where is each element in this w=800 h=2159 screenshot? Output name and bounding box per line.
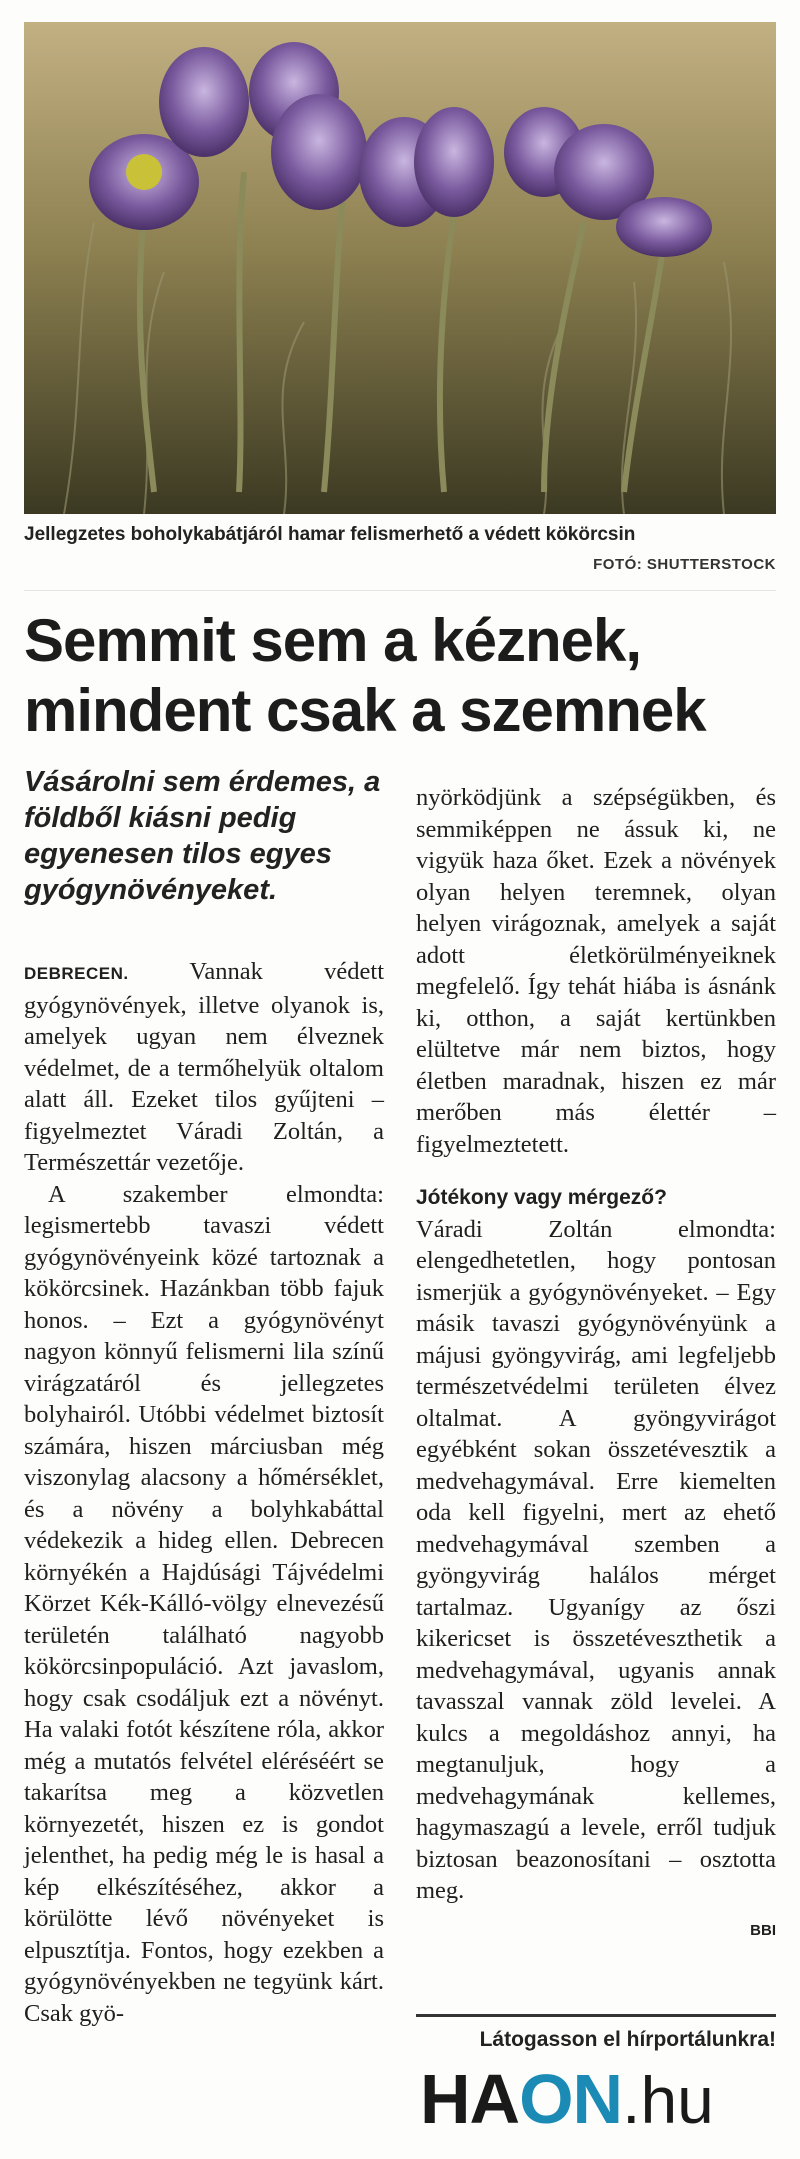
pasque-flower-illustration [24, 22, 776, 514]
logo-part: ON [519, 2060, 623, 2138]
article-paragraph: A szakember elmondta: legismertebb tavaszi védett gyógynövényeink közé tartoznak a kökörcsinek. Hazánkban több fajuk honos. – Ezt a gyógynövényt nagyon könnyű felismerni lila színű virágzatáról és jellegzetes bolyhairól. Utóbbi védelmet biztosít számára, hiszen márciusban még viszonylag alacsony a hőmérséklet, és a növény a bolyhkabáttal védekezik a hideg ellen. Debrecen környékén a Hajdúsági Tájvédelmi Körzet Kék-Kálló-völgy elnevezésű területén található nagyobb kökörcsinpopuláció. Azt javaslom, hogy csak csodáljuk ezt a növényt. Ha valaki fotót készítene róla, akkor még a mutatós felvétel eléréséért se takarítsa meg a közvetlen környezetét, hiszen ez is gondot jelenthet, ha pedig még le is hasal a kép elkészítéséhez, akkor a körülötte lévő növényeket is elpusztítja. Fontos, hogy ezekben a gyógynövényekben ne tegyünk kárt. Csak gyö- [24, 1180, 384, 2027]
article-dateline: DEBRECEN. [24, 964, 129, 983]
article-column-left [24, 956, 384, 2029]
logo-part: HA [420, 2060, 520, 2138]
promo-divider [416, 2014, 776, 2017]
article-paragraph: Váradi Zoltán elmondta: elengedhetetlen, hogy pontosan ismerjük a gyógynövényeket. – Egy másik tavaszi gyógynövényünk a májusi gyöngyvirág, ami legfeljebb természetvédelmi területen élvez oltalmat. A gyöngyvirágot egyébként sokan összetévesztik a medvehagymával. Erre kiemelten oda kell figyelni, mert az ehető medvehagymával szemben a gyöngyvirág halálos mérget tartalmaz. Ugyanígy az őszi kikericset is összetéveszthetik a medvehagymával, ugyanis annak tavasszal vannak zöld levelei. A kulcs a megoldáshoz annyi, ha megtanuljuk, hogy a medvehagymának kellemes, hagymaszagú a levele, erről tudjuk biztosan beazonosítani – osztotta meg. [416, 1215, 776, 1904]
logo-part: .hu [622, 2063, 714, 2137]
article-lead: Vásárolni sem érdemes, a földből kiásni pedig egyenesen tilos egyes gyógynövényeket. [24, 766, 381, 906]
article-paragraph: nyörködjünk a szépségükben, és semmiképpen ne ássuk ki, ne vigyük haza őket. Ezek a növények olyan helyen teremnek, olyan helyen virágoznak, amelyek a saját adott életkörülményeiknek megfelelő. Így tehát hiába is ásnánk ki, otthon, a saját kertünkben elültetve már nem biztos, hogy életben maradnak, hiszen ez már merőben más élettér – figyelmeztetett. [416, 784, 776, 1158]
divider [24, 590, 776, 591]
pasque-flower-photo [24, 22, 776, 514]
author-signature: BBI [750, 1921, 776, 1939]
article-paragraph: Vannak védett gyógynövények, illetve olyanok is, amelyek ugyan nem élveznek védelmet, de a termőhelyük oltalom alatt áll. Ezeket tilos gyűjteni – figyelmeztet Váradi Zoltán, a Természettár vezetője. [24, 958, 384, 1176]
article-headline: Semmit sem a kéznek, mindent csak a szemnek [24, 607, 706, 744]
article-subhead: Jótékony vagy mérgező? [416, 1186, 667, 1209]
article-column-right [416, 782, 776, 1946]
photo-credit: FOTÓ: SHUTTERSTOCK [593, 556, 776, 573]
haon-logo[interactable] [420, 2060, 780, 2138]
promo-text: Látogasson el hírportálunkra! [479, 2028, 776, 2051]
photo-caption: Jellegzetes boholykabátjáról hamar felismerhető a védett kökörcsin [24, 524, 636, 545]
